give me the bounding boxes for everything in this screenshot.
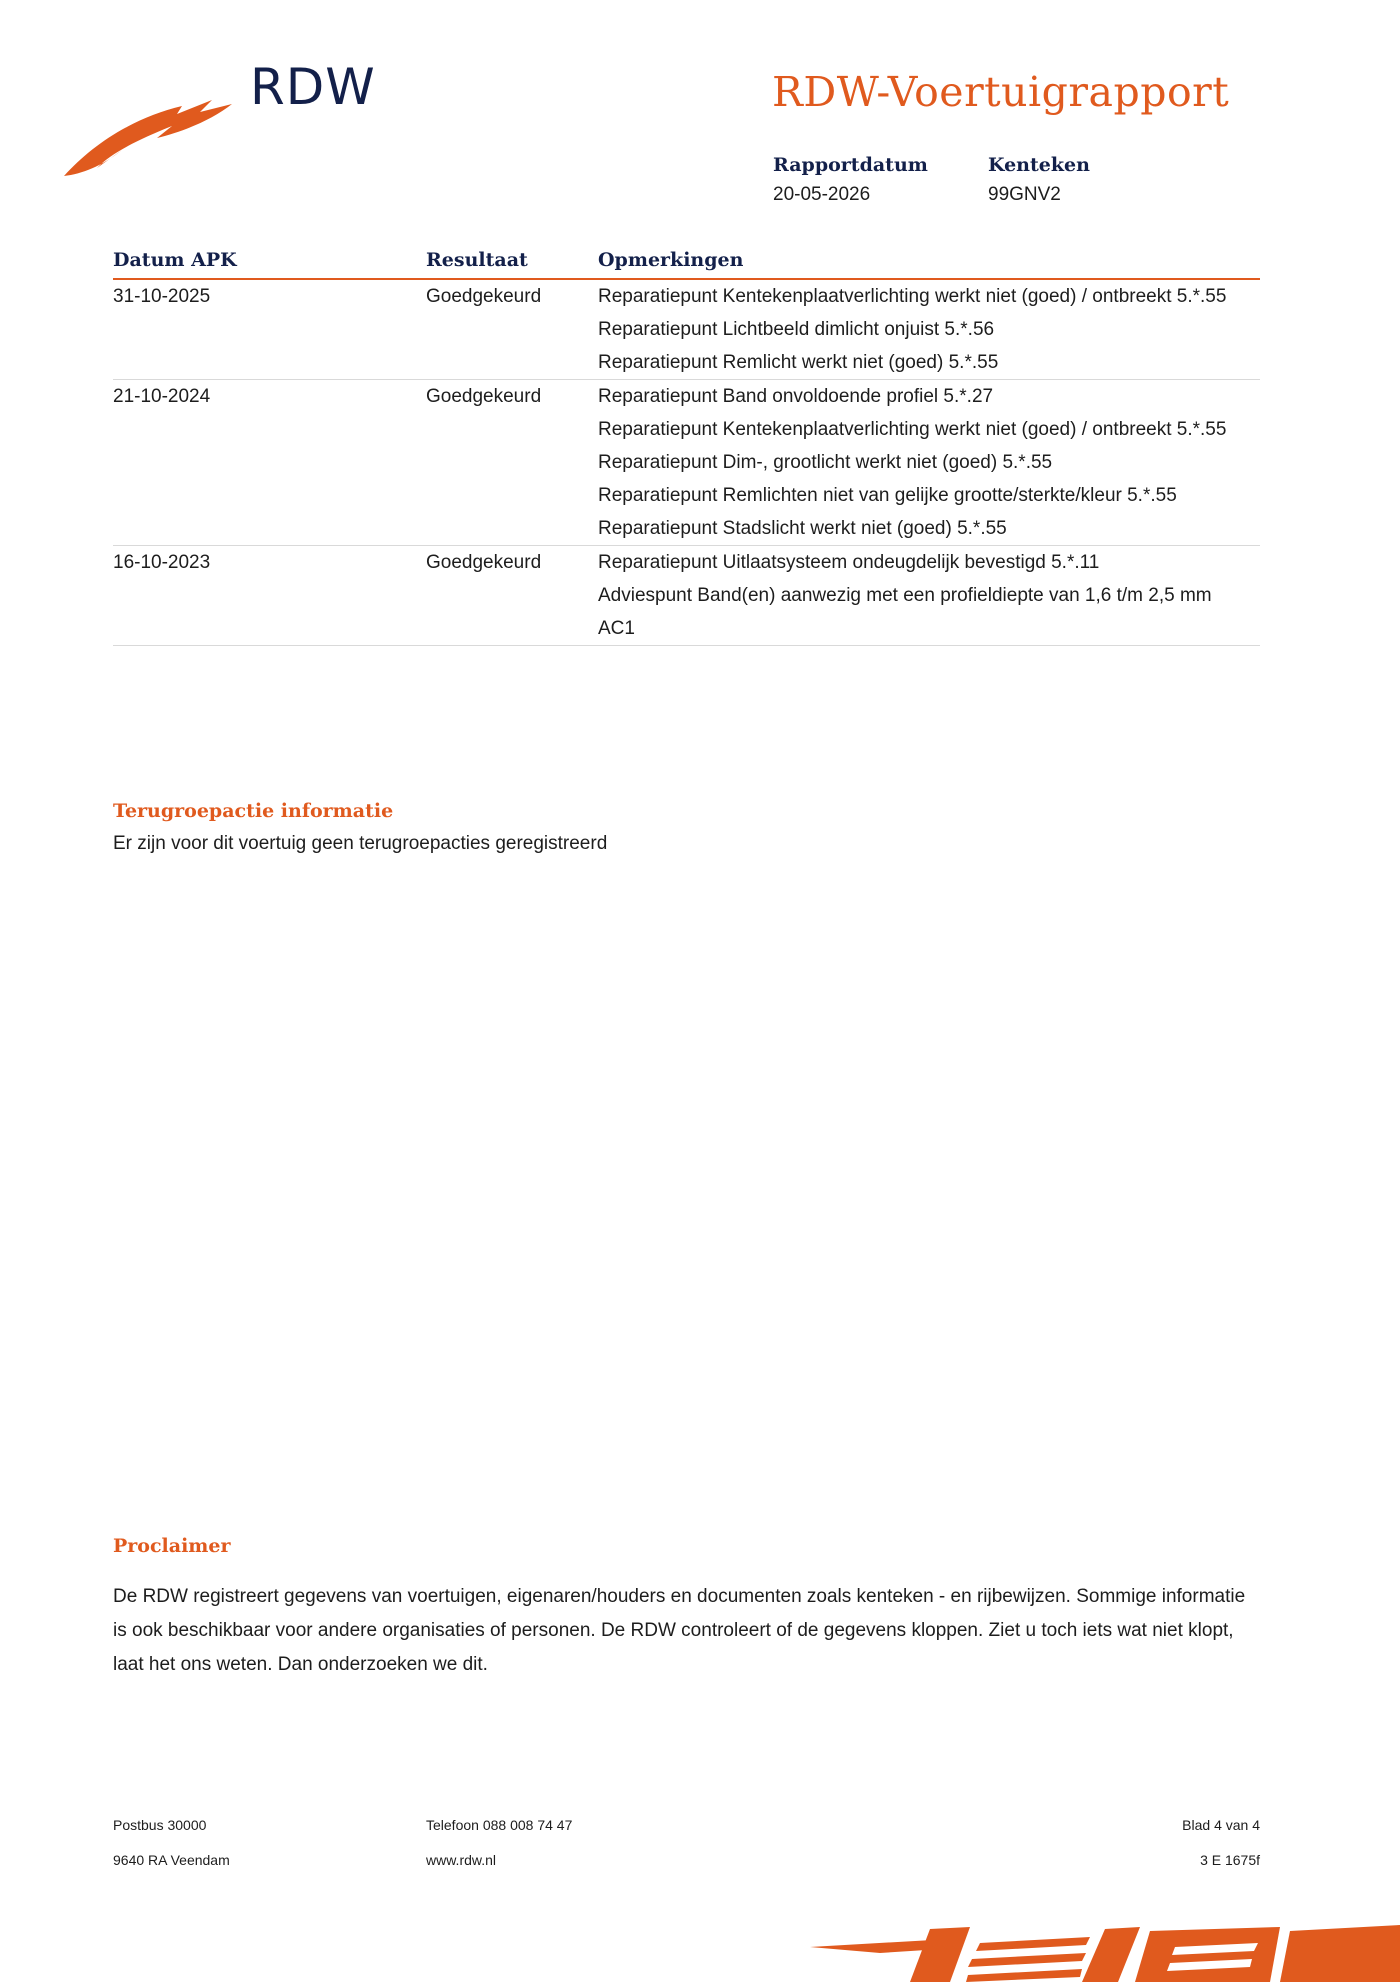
- remark-item: Reparatiepunt Uitlaatsysteem ondeugdelijk bevestigd 5.*.11: [598, 552, 1100, 573]
- apk-date: 31-10-2025: [113, 286, 211, 307]
- report-title: RDW-Voertuigrapport: [772, 68, 1230, 116]
- remark-item: Reparatiepunt Kentekenplaatverlichting werkt niet (goed) / ontbreekt 5.*.55: [598, 419, 1227, 440]
- remark-item: Reparatiepunt Dim-, grootlicht werkt niet (goed) 5.*.55: [598, 452, 1053, 473]
- plate-value: 99GNV2: [988, 184, 1061, 205]
- footer-website-link[interactable]: www.rdw.nl: [426, 1852, 497, 1868]
- brand-stripes-icon: [800, 1925, 1400, 1982]
- footer-address-line1: Postbus 30000: [113, 1817, 207, 1833]
- remark-item: Adviespunt Band(en) aanwezig met een profieldiepte van 1,6 t/m 2,5 mm AC1: [598, 585, 1212, 639]
- remark-item: Reparatiepunt Remlicht werkt niet (goed) 5.*.55: [598, 352, 999, 373]
- column-header-date: Datum APK: [113, 249, 237, 271]
- report-date-label: Rapportdatum: [773, 154, 928, 176]
- rdw-logo-icon: [62, 90, 232, 180]
- apk-remarks: [598, 380, 1238, 545]
- table-row: [113, 546, 1260, 646]
- remark-item: Reparatiepunt Band onvoldoende profiel 5.*.27: [598, 386, 994, 407]
- plate-block: [988, 150, 1090, 210]
- proclaimer-heading: Proclaimer: [113, 1535, 231, 1557]
- table-row: [113, 380, 1260, 546]
- logo-text: RDW: [250, 58, 376, 116]
- column-header-remarks: Opmerkingen: [598, 249, 744, 271]
- apk-table: [113, 243, 1260, 646]
- apk-result: Goedgekeurd: [426, 386, 542, 407]
- footer-page-number: Blad 4 van 4: [1182, 1817, 1260, 1833]
- plate-label: Kenteken: [988, 154, 1090, 176]
- proclaimer-text: De RDW registreert gegevens van voertuigen, eigenaren/houders en documenten zoals kenteken - en rijbewijzen. Sommige informatie is ook beschikbaar voor andere organisaties of personen. De RDW controleert of de gegevens kloppen. Ziet u toch iets wat niet klopt, laat het ons weten. Dan onderzoeken we dit.: [113, 1586, 1246, 1675]
- remark-item: Reparatiepunt Remlichten niet van gelijke grootte/sterkte/kleur 5.*.55: [598, 485, 1177, 506]
- apk-table-header: [113, 243, 1260, 280]
- recall-heading: Terugroepactie informatie: [113, 800, 394, 822]
- remark-item: Reparatiepunt Stadslicht werkt niet (goed) 5.*.55: [598, 518, 1007, 539]
- apk-remarks: [598, 546, 1238, 645]
- remark-item: Reparatiepunt Lichtbeeld dimlicht onjuist 5.*.56: [598, 319, 995, 340]
- footer-phone: Telefoon 088 008 74 47: [426, 1817, 573, 1833]
- apk-remarks: [598, 280, 1238, 379]
- footer-address-line2: 9640 RA Veendam: [113, 1852, 230, 1868]
- apk-date: 16-10-2023: [113, 552, 211, 573]
- report-date-block: [773, 150, 928, 210]
- apk-date: 21-10-2024: [113, 386, 211, 407]
- apk-result: Goedgekeurd: [426, 286, 542, 307]
- footer-document-code: 3 E 1675f: [1200, 1852, 1260, 1868]
- table-row: [113, 280, 1260, 380]
- report-date-value: 20-05-2026: [773, 184, 871, 205]
- recall-text: Er zijn voor dit voertuig geen terugroepacties geregistreerd: [113, 833, 608, 854]
- apk-result: Goedgekeurd: [426, 552, 542, 573]
- remark-item: Reparatiepunt Kentekenplaatverlichting werkt niet (goed) / ontbreekt 5.*.55: [598, 286, 1227, 307]
- column-header-result: Resultaat: [426, 249, 528, 271]
